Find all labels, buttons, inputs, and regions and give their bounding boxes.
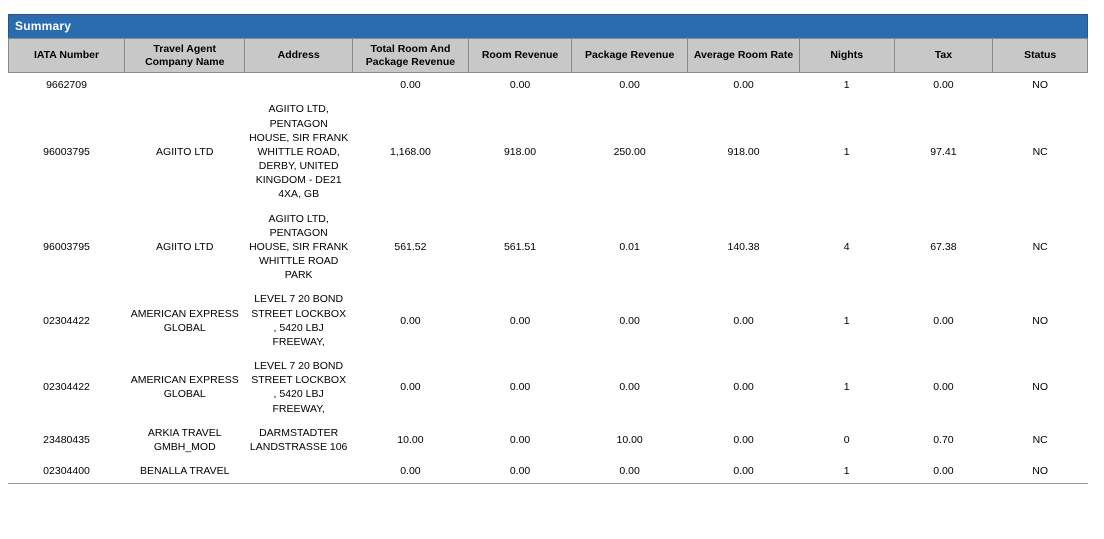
cell-average-room-rate: 918.00 (727, 145, 760, 158)
cell-room-revenue: 0.00 (509, 381, 531, 394)
cell-total-revenue: 1,168.00 (389, 145, 431, 158)
column-header-tax: Tax (894, 39, 993, 73)
column-header-room-revenue: Room Revenue (468, 39, 571, 73)
table-row (9, 207, 1088, 288)
cell-average-room-rate: 0.00 (733, 465, 754, 478)
column-header-address: Address (245, 39, 352, 73)
cell-total-revenue: 10.00 (397, 433, 424, 446)
cell-status: NO (1032, 314, 1049, 327)
cell-tax: 0.00 (933, 465, 954, 478)
cell-total-revenue: 0.00 (400, 465, 421, 478)
cell-status: NC (1032, 433, 1048, 446)
cell-travel-agent-company-name: AGIITO LTD (156, 240, 214, 253)
column-header-nights: Nights (799, 39, 894, 73)
column-header-travel-agent-company-name: Travel Agent Company Name (125, 39, 245, 73)
cell-average-room-rate: 140.38 (727, 240, 760, 253)
cell-tax: 0.00 (933, 314, 954, 327)
cell-travel-agent-company-name: AGIITO LTD (156, 145, 214, 158)
cell-nights: 4 (843, 240, 850, 253)
cell-travel-agent-company-name: AMERICAN EXPRESS GLOBAL (130, 307, 239, 334)
cell-package-revenue: 10.00 (616, 433, 643, 446)
cell-address: LEVEL 7 20 BOND STREET LOCKBOX , 5420 LBJ FREEWAY, (251, 293, 347, 348)
table-row (9, 421, 1088, 459)
cell-address (245, 459, 352, 483)
cell-package-revenue: 0.00 (619, 79, 640, 92)
cell-total-revenue: 0.00 (400, 381, 421, 394)
cell-travel-agent-company-name: BENALLA TRAVEL (139, 465, 230, 478)
cell-average-room-rate: 0.00 (733, 79, 754, 92)
cell-average-room-rate: 0.00 (733, 433, 754, 446)
table-row (9, 354, 1088, 421)
cell-tax: 67.38 (930, 240, 957, 253)
cell-iata-number: 9662709 (46, 79, 87, 92)
cell-room-revenue: 0.00 (509, 465, 531, 478)
cell-travel-agent-company-name: ARKIA TRAVEL GMBH_MOD (147, 426, 222, 453)
cell-nights: 1 (843, 314, 850, 327)
cell-average-room-rate: 0.00 (733, 381, 754, 394)
cell-package-revenue: 250.00 (613, 145, 646, 158)
cell-address: DARMSTADTER LANDSTRASSE 106 (249, 426, 348, 453)
cell-nights: 1 (843, 79, 850, 92)
table-row (9, 459, 1088, 483)
summary-table (8, 38, 1088, 483)
cell-tax: 0.70 (933, 433, 954, 446)
cell-status: NC (1032, 240, 1048, 253)
table-row (9, 73, 1088, 98)
column-header-total-room-and-package-revenue: Total Room And Package Revenue (352, 39, 468, 73)
cell-address (245, 73, 352, 98)
cell-status: NO (1032, 79, 1049, 92)
cell-room-revenue: 918.00 (503, 145, 537, 158)
summary-report (8, 14, 1088, 484)
cell-iata-number: 96003795 (43, 240, 90, 253)
table-body (9, 73, 1088, 484)
cell-tax: 0.00 (933, 79, 954, 92)
cell-package-revenue: 0.00 (619, 465, 640, 478)
column-header-status: Status (993, 39, 1088, 73)
cell-address: LEVEL 7 20 BOND STREET LOCKBOX , 5420 LBJ FREEWAY, (251, 360, 347, 415)
cell-iata-number: 02304422 (43, 381, 90, 394)
cell-nights: 1 (843, 381, 850, 394)
cell-nights: 0 (843, 433, 850, 446)
cell-room-revenue: 0.00 (509, 314, 531, 327)
cell-iata-number: 02304422 (43, 314, 90, 327)
table-row (9, 287, 1088, 354)
cell-iata-number: 96003795 (43, 145, 90, 158)
cell-travel-agent-company-name (125, 73, 245, 98)
cell-status: NO (1032, 465, 1049, 478)
cell-tax: 0.00 (933, 381, 954, 394)
table-header-row (9, 39, 1088, 73)
cell-room-revenue: 561.51 (503, 240, 537, 253)
cell-nights: 1 (843, 145, 850, 158)
cell-total-revenue: 0.00 (400, 314, 421, 327)
cell-total-revenue: 0.00 (400, 79, 421, 92)
cell-room-revenue: 0.00 (509, 433, 531, 446)
cell-nights: 1 (843, 465, 850, 478)
column-header-package-revenue: Package Revenue (572, 39, 688, 73)
cell-average-room-rate: 0.00 (733, 314, 754, 327)
cell-status: NC (1032, 145, 1048, 158)
cell-package-revenue: 0.00 (619, 314, 640, 327)
table-bottom-rule (8, 483, 1088, 484)
summary-section-title: Summary (8, 14, 1088, 38)
cell-tax: 97.41 (930, 145, 957, 158)
cell-total-revenue: 561.52 (394, 240, 427, 253)
cell-address: AGIITO LTD, PENTAGON HOUSE, SIR FRANK WHITTLE ROAD PARK (249, 212, 349, 282)
cell-travel-agent-company-name: AMERICAN EXPRESS GLOBAL (130, 374, 239, 401)
cell-address: AGIITO LTD, PENTAGON HOUSE, SIR FRANK WHITTLE ROAD, DERBY, UNITED KINGDOM - DE21 4XA, GB (249, 103, 349, 201)
column-header-average-room-rate: Average Room Rate (688, 39, 800, 73)
cell-package-revenue: 0.01 (619, 240, 640, 253)
cell-room-revenue: 0.00 (509, 79, 531, 92)
cell-package-revenue: 0.00 (619, 381, 640, 394)
cell-iata-number: 02304400 (43, 465, 90, 478)
column-header-iata-number: IATA Number (9, 39, 125, 73)
table-row (9, 97, 1088, 206)
cell-iata-number: 23480435 (43, 433, 90, 446)
cell-status: NO (1032, 381, 1049, 394)
